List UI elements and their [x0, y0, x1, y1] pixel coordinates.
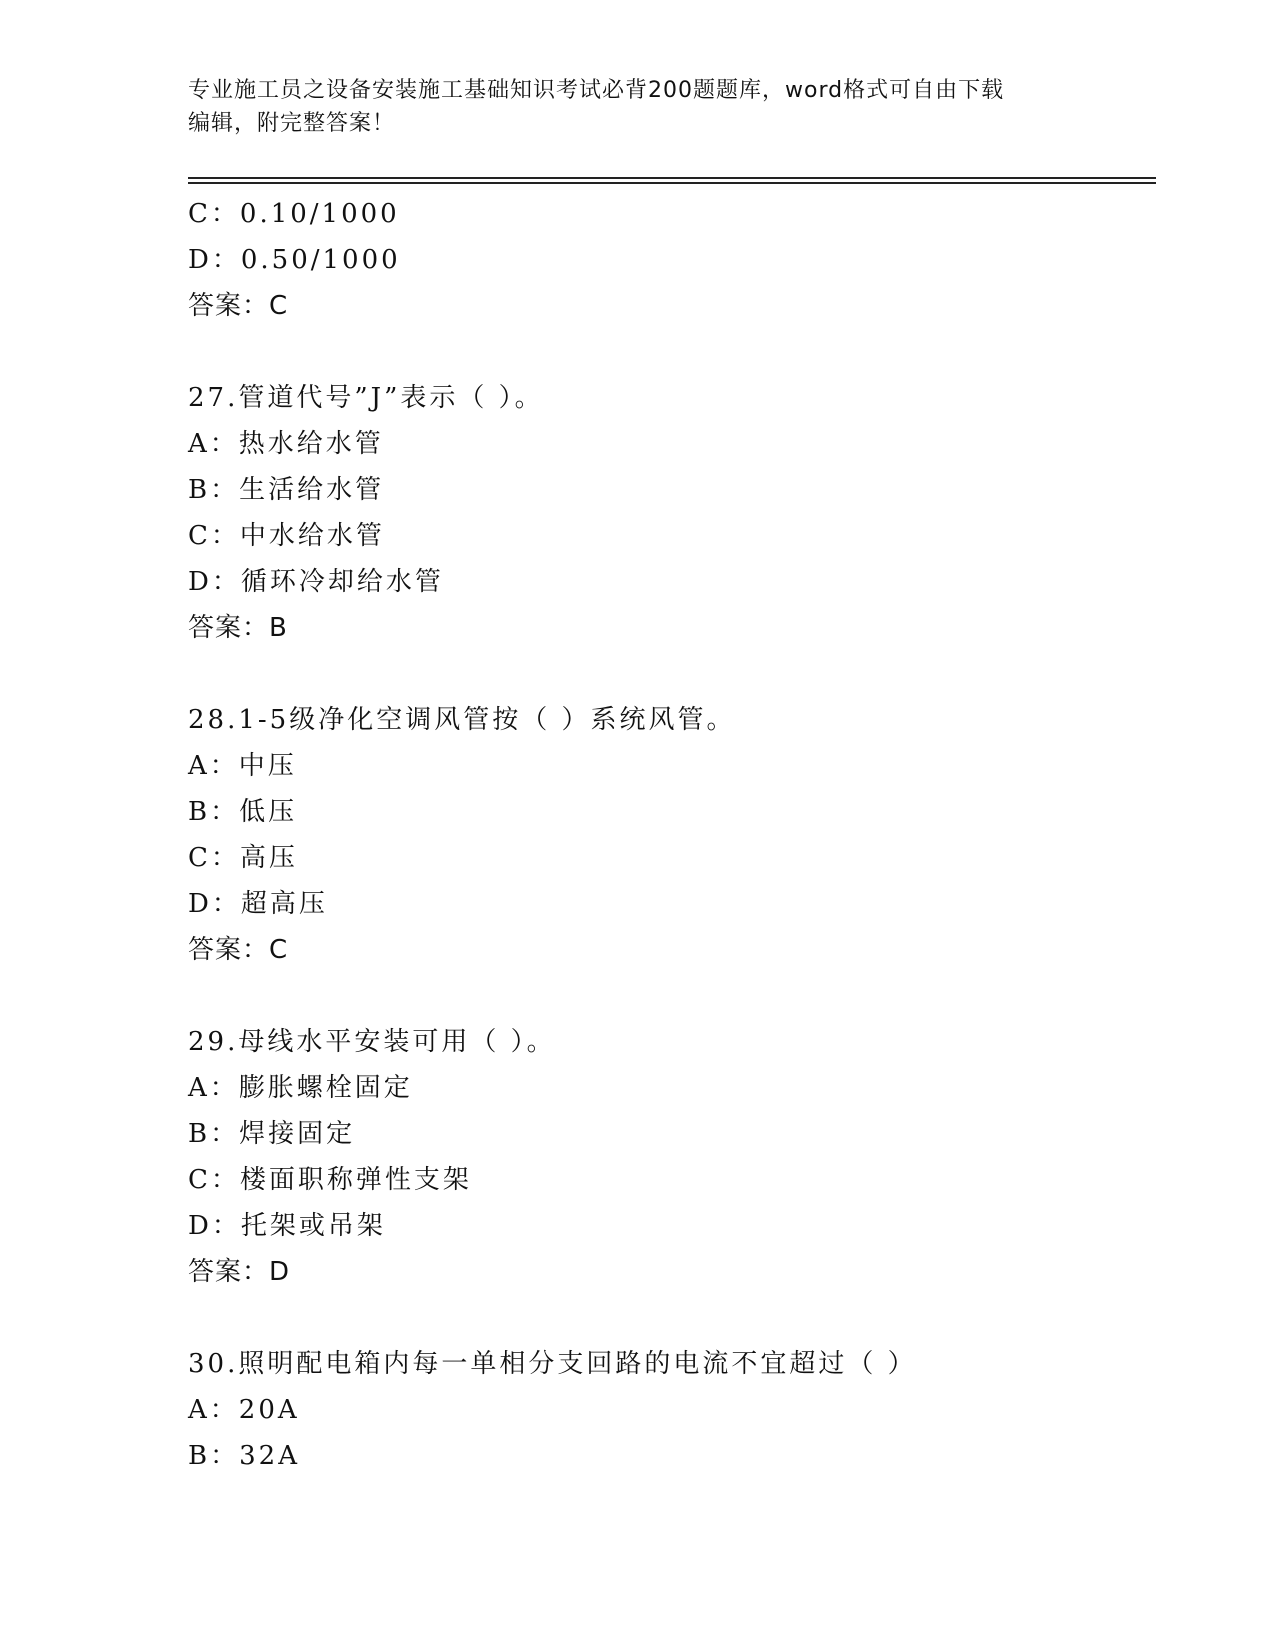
- option-text: 托架或吊架: [240, 1211, 386, 1241]
- question-text: 30.照明配电箱内每一单相分支回路的电流不宜超过（ ）: [188, 1349, 917, 1379]
- option-d: [188, 881, 1156, 927]
- option-a: [188, 1065, 1156, 1111]
- option-label: A：: [188, 1395, 239, 1425]
- option-label: C：: [188, 521, 240, 551]
- option-text: 超高压: [240, 889, 328, 919]
- answer-line: 答案：C: [188, 935, 289, 965]
- option-text: 焊接固定: [239, 1119, 356, 1149]
- answer-line: 答案：C: [188, 291, 289, 321]
- option-label: B：: [188, 797, 240, 827]
- header-title-line-1: 专业施工员之设备安装施工基础知识考试必背200题题库，word格式可自由下载: [188, 78, 1005, 103]
- header-title-line-2: 编辑，附完整答案！: [188, 111, 396, 136]
- option-text: 膨胀螺栓固定: [238, 1073, 413, 1103]
- option-label: B：: [188, 475, 240, 505]
- option-b: [188, 1433, 1156, 1479]
- question-text: 27.管道代号”J”表示（ ）。: [188, 383, 544, 413]
- question-text: 29.母线水平安装可用（ ）。: [188, 1027, 556, 1057]
- option-text: 0.10/1000: [239, 199, 400, 229]
- option-label: D：: [188, 1211, 241, 1241]
- option-d: [188, 559, 1156, 605]
- option-c: [188, 1157, 1156, 1203]
- option-a: [188, 1387, 1156, 1433]
- option-text: 20A: [238, 1395, 300, 1425]
- option-text: 热水给水管: [238, 429, 384, 459]
- option-text: 0.50/1000: [240, 245, 401, 275]
- option-label: A：: [188, 429, 239, 459]
- option-label: D：: [188, 889, 241, 919]
- option-label: C：: [188, 843, 240, 873]
- option-c: [188, 191, 1156, 237]
- option-c: [188, 513, 1156, 559]
- option-d: [188, 1203, 1156, 1249]
- option-label: B：: [188, 1119, 240, 1149]
- option-label: C：: [188, 1165, 240, 1195]
- spacer: [188, 973, 1156, 1019]
- answer-line: 答案：B: [188, 613, 288, 643]
- option-b: [188, 789, 1156, 835]
- spacer: [188, 651, 1156, 697]
- option-label: B：: [188, 1441, 240, 1471]
- option-a: [188, 743, 1156, 789]
- option-text: 高压: [239, 843, 298, 873]
- option-a: [188, 421, 1156, 467]
- option-text: 生活给水管: [239, 475, 385, 505]
- question-text: 28.1-5级净化空调风管按（ ）系统风管。: [188, 705, 736, 735]
- spacer: [188, 329, 1156, 375]
- spacer: [188, 1295, 1156, 1341]
- answer-line: 答案：D: [188, 1257, 291, 1287]
- option-b: [188, 467, 1156, 513]
- option-label: A：: [188, 751, 239, 781]
- option-text: 32A: [239, 1441, 300, 1471]
- option-d: [188, 237, 1156, 283]
- option-b: [188, 1111, 1156, 1157]
- option-text: 低压: [239, 797, 298, 827]
- question-list: [188, 191, 1156, 1479]
- option-label: C：: [188, 199, 240, 229]
- option-label: D：: [188, 567, 241, 597]
- option-label: A：: [188, 1073, 239, 1103]
- header-divider-top: [188, 177, 1156, 179]
- option-label: D：: [188, 245, 241, 275]
- header-divider-bottom: [188, 182, 1156, 184]
- option-text: 中压: [238, 751, 297, 781]
- option-text: 中水给水管: [239, 521, 385, 551]
- option-c: [188, 835, 1156, 881]
- document-header: [188, 74, 1088, 140]
- option-text: 循环冷却给水管: [240, 567, 444, 597]
- option-text: 楼面职称弹性支架: [239, 1165, 472, 1195]
